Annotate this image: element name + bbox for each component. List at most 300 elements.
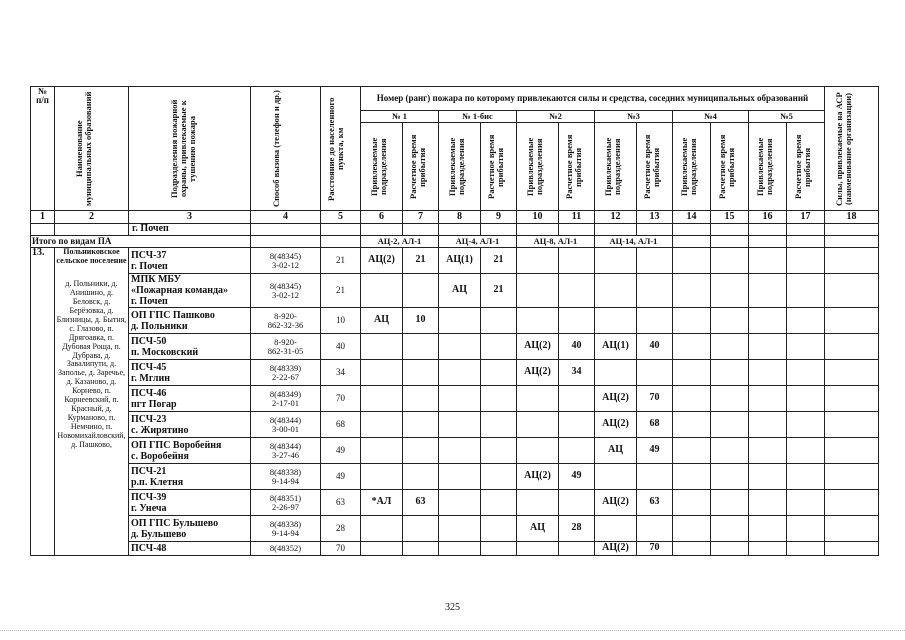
division-line: с. Жирятино [131,424,189,436]
rank-4-time [711,542,749,556]
rank-1bis-units [439,334,481,360]
rank-5-time [787,308,825,334]
asr-cell [825,308,879,334]
rank-4-units [673,412,711,438]
header-sub-time: Расчетное время прибытия [403,123,439,211]
rank-1-units [361,516,403,542]
division-cell [129,412,251,438]
division-line: ОП ГПС Бульшево [131,517,219,529]
asr-cell [825,542,879,556]
header-num: № п/п [31,87,55,211]
rank-4-units [673,464,711,490]
rank-1bis-time [481,412,517,438]
rank-4-time [711,412,749,438]
header-sub-time: Расчетное время прибытия [711,123,749,211]
division-cell [129,308,251,334]
rank-2-units [517,490,559,516]
table-row [31,308,879,334]
division-line: г. Почеп [131,296,168,307]
header-rank-2: №2 [517,111,595,123]
rank-1-time [403,334,439,360]
rank-4-units [673,308,711,334]
column-number: 9 [481,211,517,224]
division-cell [129,248,251,274]
table-row [31,334,879,360]
totals-rank-3: АЦ-14, АЛ-1 [595,236,673,248]
division-line: «Пожарная команда» [131,285,229,296]
division-cell [129,334,251,360]
rank-1-units [361,412,403,438]
page-number: 325 [445,602,460,613]
rank-3-units [595,516,637,542]
asr-cell [825,438,879,464]
call-method-cell [251,438,321,464]
rank-1-units: АЦ [361,308,403,334]
rank-2-units: АЦ(2) [517,464,559,490]
rank-4-time [711,490,749,516]
column-number: 1 [31,211,55,224]
rank-4-units [673,490,711,516]
division-line: п. Московский [131,346,199,358]
scan-edge [0,624,905,631]
column-number: 7 [403,211,439,224]
city-name: г. Почеп [129,224,251,236]
header-sub-units: Привлекаемые подразделения [361,123,403,211]
division-line: г. Почеп [131,260,168,272]
rank-4-units [673,248,711,274]
rank-1bis-units [439,360,481,386]
phone-line: 8-920- [274,336,297,347]
column-number: 12 [595,211,637,224]
call-method-cell [251,308,321,334]
header-sub-time: Расчетное время прибытия [481,123,517,211]
rank-3-units [595,464,637,490]
rank-5-time [787,516,825,542]
header-distance: Расстояние до населенного пункта, км [321,87,361,211]
header-asr: Силы, привлекаемые на АСР (наименование организации) [825,87,879,211]
rank-1bis-time [481,542,517,556]
division-cell [129,542,251,556]
rank-1-units: *АЛ [361,490,403,516]
asr-cell [825,490,879,516]
phone-line: 862-31-05 [267,345,304,356]
rank-1-time: 10 [403,308,439,334]
header-sub-time: Расчетное время прибытия [787,123,825,211]
rank-1-time [403,464,439,490]
division-line: ПСЧ-21 [131,465,167,477]
phone-line: 2-22-67 [272,371,299,382]
rank-1bis-units [439,412,481,438]
totals-rank-1bis: АЦ-4, АЛ-1 [439,236,517,248]
table-row [31,516,879,542]
header-rank-1: № 1 [361,111,439,123]
division-line: с. Воробейня [131,450,189,462]
call-method-cell [251,464,321,490]
rank-4-units [673,360,711,386]
rank-5-units [749,274,787,308]
rank-5-time [787,334,825,360]
rank-2-units [517,308,559,334]
rank-3-units: АЦ(2) [595,490,637,516]
rank-3-time [637,248,673,274]
division-line: ПСЧ-39 [131,491,167,503]
phone-line: 3-27-46 [272,449,299,460]
table-row [31,386,879,412]
rank-1-time [403,386,439,412]
division-line: д. Бульшево [131,528,187,540]
rank-3-time [637,274,673,308]
phone-line: 8(48345) [269,280,302,291]
rank-2-time: 28 [559,516,595,542]
call-method-cell [251,516,321,542]
rank-3-units: АЦ(2) [595,412,637,438]
phone-line: 3-02-12 [272,259,299,270]
municipality-settlements: д. Польники, д. Анишино, д. Беловск, д. Берёзовка, д. Близницы, д. Бытня, с. Глазово, п. Дрягоавка, п. Дубовая Роща, п. Дубрава, д. Завалипути, д. Заполье, д. Заречье, д. Казаново, д. Корнево, п. Корнеевский, п. Красный, д. Курманово, п. Немчино, п. Новомихайловский, д. Пашково, [56,278,127,450]
rank-1bis-units [439,308,481,334]
distance-cell: 63 [321,490,361,516]
rank-1bis-time [481,490,517,516]
distance-cell: 70 [321,386,361,412]
rank-2-time [559,248,595,274]
rank-1-time [403,412,439,438]
rank-1-units [361,334,403,360]
table-row [31,542,879,556]
rank-1-units [361,386,403,412]
rank-5-time [787,542,825,556]
rank-2-units: АЦ(2) [517,334,559,360]
column-number: 17 [787,211,825,224]
rank-1-time [403,542,439,556]
rank-3-units [595,360,637,386]
rank-5-units [749,360,787,386]
distance-cell: 21 [321,274,361,308]
municipality-index: 13. [31,248,55,556]
distance-cell: 49 [321,438,361,464]
header-rank-3: №3 [595,111,673,123]
distance-cell: 49 [321,464,361,490]
rank-2-time: 40 [559,334,595,360]
asr-cell [825,334,879,360]
column-number: 11 [559,211,595,224]
column-number: 15 [711,211,749,224]
column-number: 10 [517,211,559,224]
rank-1bis-time [481,308,517,334]
table-row [31,274,879,308]
table-row [31,360,879,386]
phone-line: 2-26-97 [272,501,299,512]
totals-rank-1: АЦ-2, АЛ-1 [361,236,439,248]
rank-4-time [711,334,749,360]
distance-cell: 70 [321,542,361,556]
rank-1bis-units [439,438,481,464]
rank-5-units [749,438,787,464]
rank-5-time [787,464,825,490]
rank-1bis-units: АЦ [439,274,481,308]
distance-cell: 10 [321,308,361,334]
rank-4-units [673,516,711,542]
rank-4-units [673,438,711,464]
rank-1-units [361,360,403,386]
rank-5-time [787,360,825,386]
rank-3-units: АЦ(2) [595,542,637,556]
rank-1-units [361,438,403,464]
rank-1-units: АЦ(2) [361,248,403,274]
distance-cell: 28 [321,516,361,542]
rank-3-time: 70 [637,386,673,412]
phone-line: 8(48338) [269,518,302,529]
call-method-cell [251,334,321,360]
asr-cell [825,386,879,412]
header-call-method: Способ вызова (телефон и др.) [251,87,321,211]
rank-5-units [749,464,787,490]
phone-line: 8(48339) [269,362,302,373]
header-rank-4: №4 [673,111,749,123]
rank-1-time [403,438,439,464]
call-method-cell [251,386,321,412]
division-line: ПСЧ-48 [131,543,167,554]
rank-1bis-units [439,542,481,556]
phone-line: 8(48351) [269,492,302,503]
call-method-cell [251,360,321,386]
rank-3-units [595,248,637,274]
column-number: 8 [439,211,481,224]
rank-5-time [787,386,825,412]
phone-line: 3-02-12 [272,289,299,300]
phone-line: 8(48338) [269,466,302,477]
rank-4-units [673,274,711,308]
division-cell [129,438,251,464]
municipality-title: Польниковское сельское поселение [56,247,127,265]
rank-5-units [749,248,787,274]
rank-2-units [517,412,559,438]
rank-2-time: 34 [559,360,595,386]
column-number: 6 [361,211,403,224]
asr-cell [825,412,879,438]
asr-cell [825,464,879,490]
rank-1bis-time: 21 [481,274,517,308]
rank-1bis-time [481,334,517,360]
rank-1bis-units: АЦ(1) [439,248,481,274]
header-sub-time: Расчетное время прибытия [637,123,673,211]
rank-3-time: 63 [637,490,673,516]
rank-5-time [787,412,825,438]
rank-3-units [595,308,637,334]
column-number: 3 [129,211,251,224]
rank-4-time [711,360,749,386]
rank-3-time: 70 [637,542,673,556]
rank-2-time [559,386,595,412]
header-sub-units: Привлекаемые подразделения [673,123,711,211]
division-cell [129,516,251,542]
header-rank-group: Номер (ранг) пожара по которому привлекаются силы и средства, соседних муниципальных образований [361,87,825,111]
rank-3-time [637,464,673,490]
rank-1-time: 63 [403,490,439,516]
rank-2-time [559,542,595,556]
header-sub-units: Привлекаемые подразделения [439,123,481,211]
asr-cell [825,360,879,386]
rank-1bis-time [481,360,517,386]
distance-cell: 68 [321,412,361,438]
rank-3-time: 68 [637,412,673,438]
table-row [31,248,879,274]
division-line: ПСЧ-37 [131,249,167,261]
rank-1bis-units [439,386,481,412]
rank-2-units [517,438,559,464]
rank-1bis-units [439,464,481,490]
column-number: 2 [55,211,129,224]
rank-5-units [749,386,787,412]
rank-1bis-time [481,386,517,412]
division-cell [129,464,251,490]
call-method-cell [251,274,321,308]
call-method-cell [251,412,321,438]
asr-cell [825,516,879,542]
column-number: 4 [251,211,321,224]
rank-4-units [673,542,711,556]
division-cell [129,386,251,412]
phone-line: 8(48345) [269,250,302,261]
rank-1-time [403,274,439,308]
call-method-cell [251,248,321,274]
rank-1bis-units [439,490,481,516]
division-line: д. Польники [131,320,188,332]
rank-2-time: 49 [559,464,595,490]
header-municipality: Наименование муниципальных образований [55,87,129,211]
table-row [31,490,879,516]
rank-4-time [711,308,749,334]
phone-line: 8(48352) [269,543,302,554]
rank-3-units: АЦ [595,438,637,464]
rank-2-time [559,308,595,334]
phone-line: 9-14-94 [272,527,299,538]
phone-line: 8(48344) [269,440,302,451]
call-method-cell [251,542,321,556]
rank-4-time [711,516,749,542]
distance-cell: 40 [321,334,361,360]
distance-cell: 21 [321,248,361,274]
rank-4-units [673,334,711,360]
distance-cell: 34 [321,360,361,386]
rank-3-time: 40 [637,334,673,360]
call-method-cell [251,490,321,516]
rank-2-units [517,386,559,412]
rank-2-units: АЦ(2) [517,360,559,386]
header-sub-time: Расчетное время прибытия [559,123,595,211]
rank-3-units [595,274,637,308]
rank-2-time [559,412,595,438]
phone-line: 8(48349) [269,388,302,399]
rank-5-time [787,248,825,274]
division-line: г. Мглин [131,372,171,384]
rank-4-time [711,386,749,412]
rank-4-units [673,386,711,412]
division-line: ОП ГПС Пашково [131,309,215,321]
rank-1-time [403,360,439,386]
division-line: МПК МБУ [131,274,182,285]
municipality-cell [55,248,129,556]
rank-3-units: АЦ(2) [595,386,637,412]
rank-5-units [749,516,787,542]
rank-1-time [403,516,439,542]
rank-4-time [711,464,749,490]
rank-3-time: 49 [637,438,673,464]
rank-5-time [787,490,825,516]
rank-1-units [361,464,403,490]
rank-5-time [787,274,825,308]
phone-line: 8-920- [274,310,297,321]
division-line: ПСЧ-23 [131,413,167,425]
rank-1-units [361,542,403,556]
division-line: ПСЧ-45 [131,361,167,373]
rank-3-units: АЦ(1) [595,334,637,360]
rank-2-time [559,490,595,516]
table-row [31,438,879,464]
rank-4-time [711,438,749,464]
header-rank-1bis: № 1-бис [439,111,517,123]
header-division: Подразделения пожарной охраны, привлекаемые к тушению пожара [129,87,251,211]
rank-1bis-time [481,516,517,542]
division-line: ОП ГПС Воробейня [131,439,222,451]
header-rank-5: №5 [749,111,825,123]
division-line: ПСЧ-50 [131,335,167,347]
rank-5-units [749,308,787,334]
rank-1-units [361,274,403,308]
table-row [31,464,879,490]
rank-2-time [559,438,595,464]
rank-3-time [637,360,673,386]
dispatch-table [30,86,879,556]
rank-5-time [787,438,825,464]
rank-4-time [711,248,749,274]
rank-3-time [637,308,673,334]
division-line: ПСЧ-46 [131,387,167,399]
column-number: 18 [825,211,879,224]
phone-line: 2-17-01 [272,397,299,408]
asr-cell [825,274,879,308]
rank-5-units [749,542,787,556]
rank-5-units [749,412,787,438]
column-number: 16 [749,211,787,224]
rank-3-time [637,516,673,542]
rank-1bis-units [439,516,481,542]
phone-line: 9-14-94 [272,475,299,486]
rank-2-units [517,542,559,556]
header-sub-units: Привлекаемые подразделения [517,123,559,211]
rank-2-time [559,274,595,308]
asr-cell [825,248,879,274]
division-cell [129,360,251,386]
phone-line: 862-32-36 [267,319,304,330]
phone-line: 3-00-01 [272,423,299,434]
rank-4-time [711,274,749,308]
rank-2-units [517,248,559,274]
rank-1bis-time [481,464,517,490]
column-number: 13 [637,211,673,224]
column-number: 14 [673,211,711,224]
totals-label: Итого по видам ПА [31,236,251,248]
rank-1bis-time [481,438,517,464]
division-cell [129,490,251,516]
rank-1-time: 21 [403,248,439,274]
rank-2-units: АЦ [517,516,559,542]
phone-line: 8(48344) [269,414,302,425]
totals-rank-2: АЦ-8, АЛ-1 [517,236,595,248]
rank-5-units [749,490,787,516]
table-row [31,412,879,438]
rank-1bis-time: 21 [481,248,517,274]
division-cell [129,274,251,308]
division-line: г. Унеча [131,502,167,514]
